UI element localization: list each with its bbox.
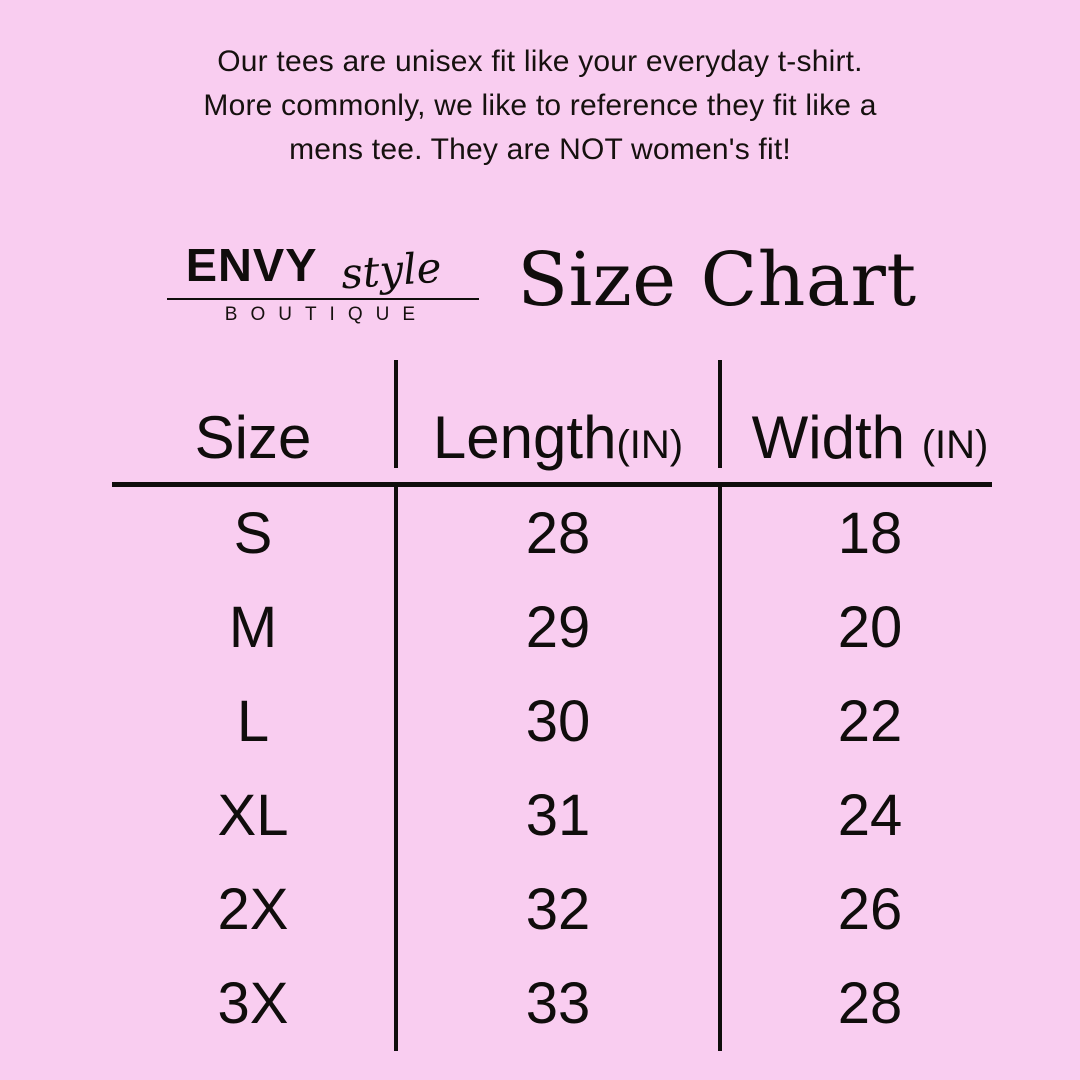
column-header-size-label: Size — [194, 404, 312, 471]
column-header-length-label: Length — [432, 404, 617, 471]
cell-width: 18 — [837, 501, 903, 566]
cell-width: 20 — [837, 595, 903, 660]
fit-description-line-2: More commonly, we like to reference they fit like a — [203, 89, 877, 122]
cell-length: 33 — [525, 971, 591, 1036]
column-header-size — [112, 404, 394, 471]
table-row — [0, 769, 1080, 863]
cell-length: 29 — [525, 595, 591, 660]
table-row — [0, 957, 1080, 1051]
cell-size: M — [228, 595, 278, 660]
brand-logo-style: style — [339, 242, 444, 299]
page-title: Size Chart — [517, 237, 917, 323]
column-header-width-unit: (IN) — [921, 423, 989, 467]
brand-title-row — [0, 228, 1080, 340]
cell-width: 24 — [837, 783, 903, 848]
column-header-length-unit: (IN) — [616, 423, 684, 467]
brand-logo — [163, 232, 483, 336]
cell-length: 30 — [525, 689, 591, 754]
column-header-width-label: Width — [751, 404, 906, 471]
cell-size: 3X — [217, 971, 289, 1036]
cell-length: 28 — [525, 501, 591, 566]
cell-size: 2X — [217, 877, 289, 942]
brand-logo-divider — [167, 298, 479, 300]
cell-length: 32 — [525, 877, 591, 942]
cell-width: 22 — [837, 689, 903, 754]
cell-width: 28 — [837, 971, 903, 1036]
fit-description — [0, 40, 1080, 172]
cell-size: XL — [217, 783, 289, 848]
cell-size: L — [236, 689, 270, 754]
table-row — [0, 863, 1080, 957]
table-header-row — [0, 372, 1080, 471]
brand-logo-boutique: BOUTIQUE — [224, 304, 429, 325]
cell-length: 31 — [525, 783, 591, 848]
cell-size: S — [233, 501, 273, 566]
fit-description-line-1: Our tees are unisex fit like your everyday t-shirt. — [217, 45, 863, 78]
table-body — [0, 487, 1080, 1051]
column-header-length — [398, 404, 718, 471]
brand-logo-envy: ENVY — [186, 239, 318, 291]
fit-description-line-3: mens tee. They are NOT women's fit! — [289, 133, 791, 166]
table-row — [0, 675, 1080, 769]
table-row — [0, 487, 1080, 581]
size-chart-table — [0, 372, 1080, 1051]
table-row — [0, 581, 1080, 675]
cell-width: 26 — [837, 877, 903, 942]
column-header-width — [722, 404, 1018, 471]
